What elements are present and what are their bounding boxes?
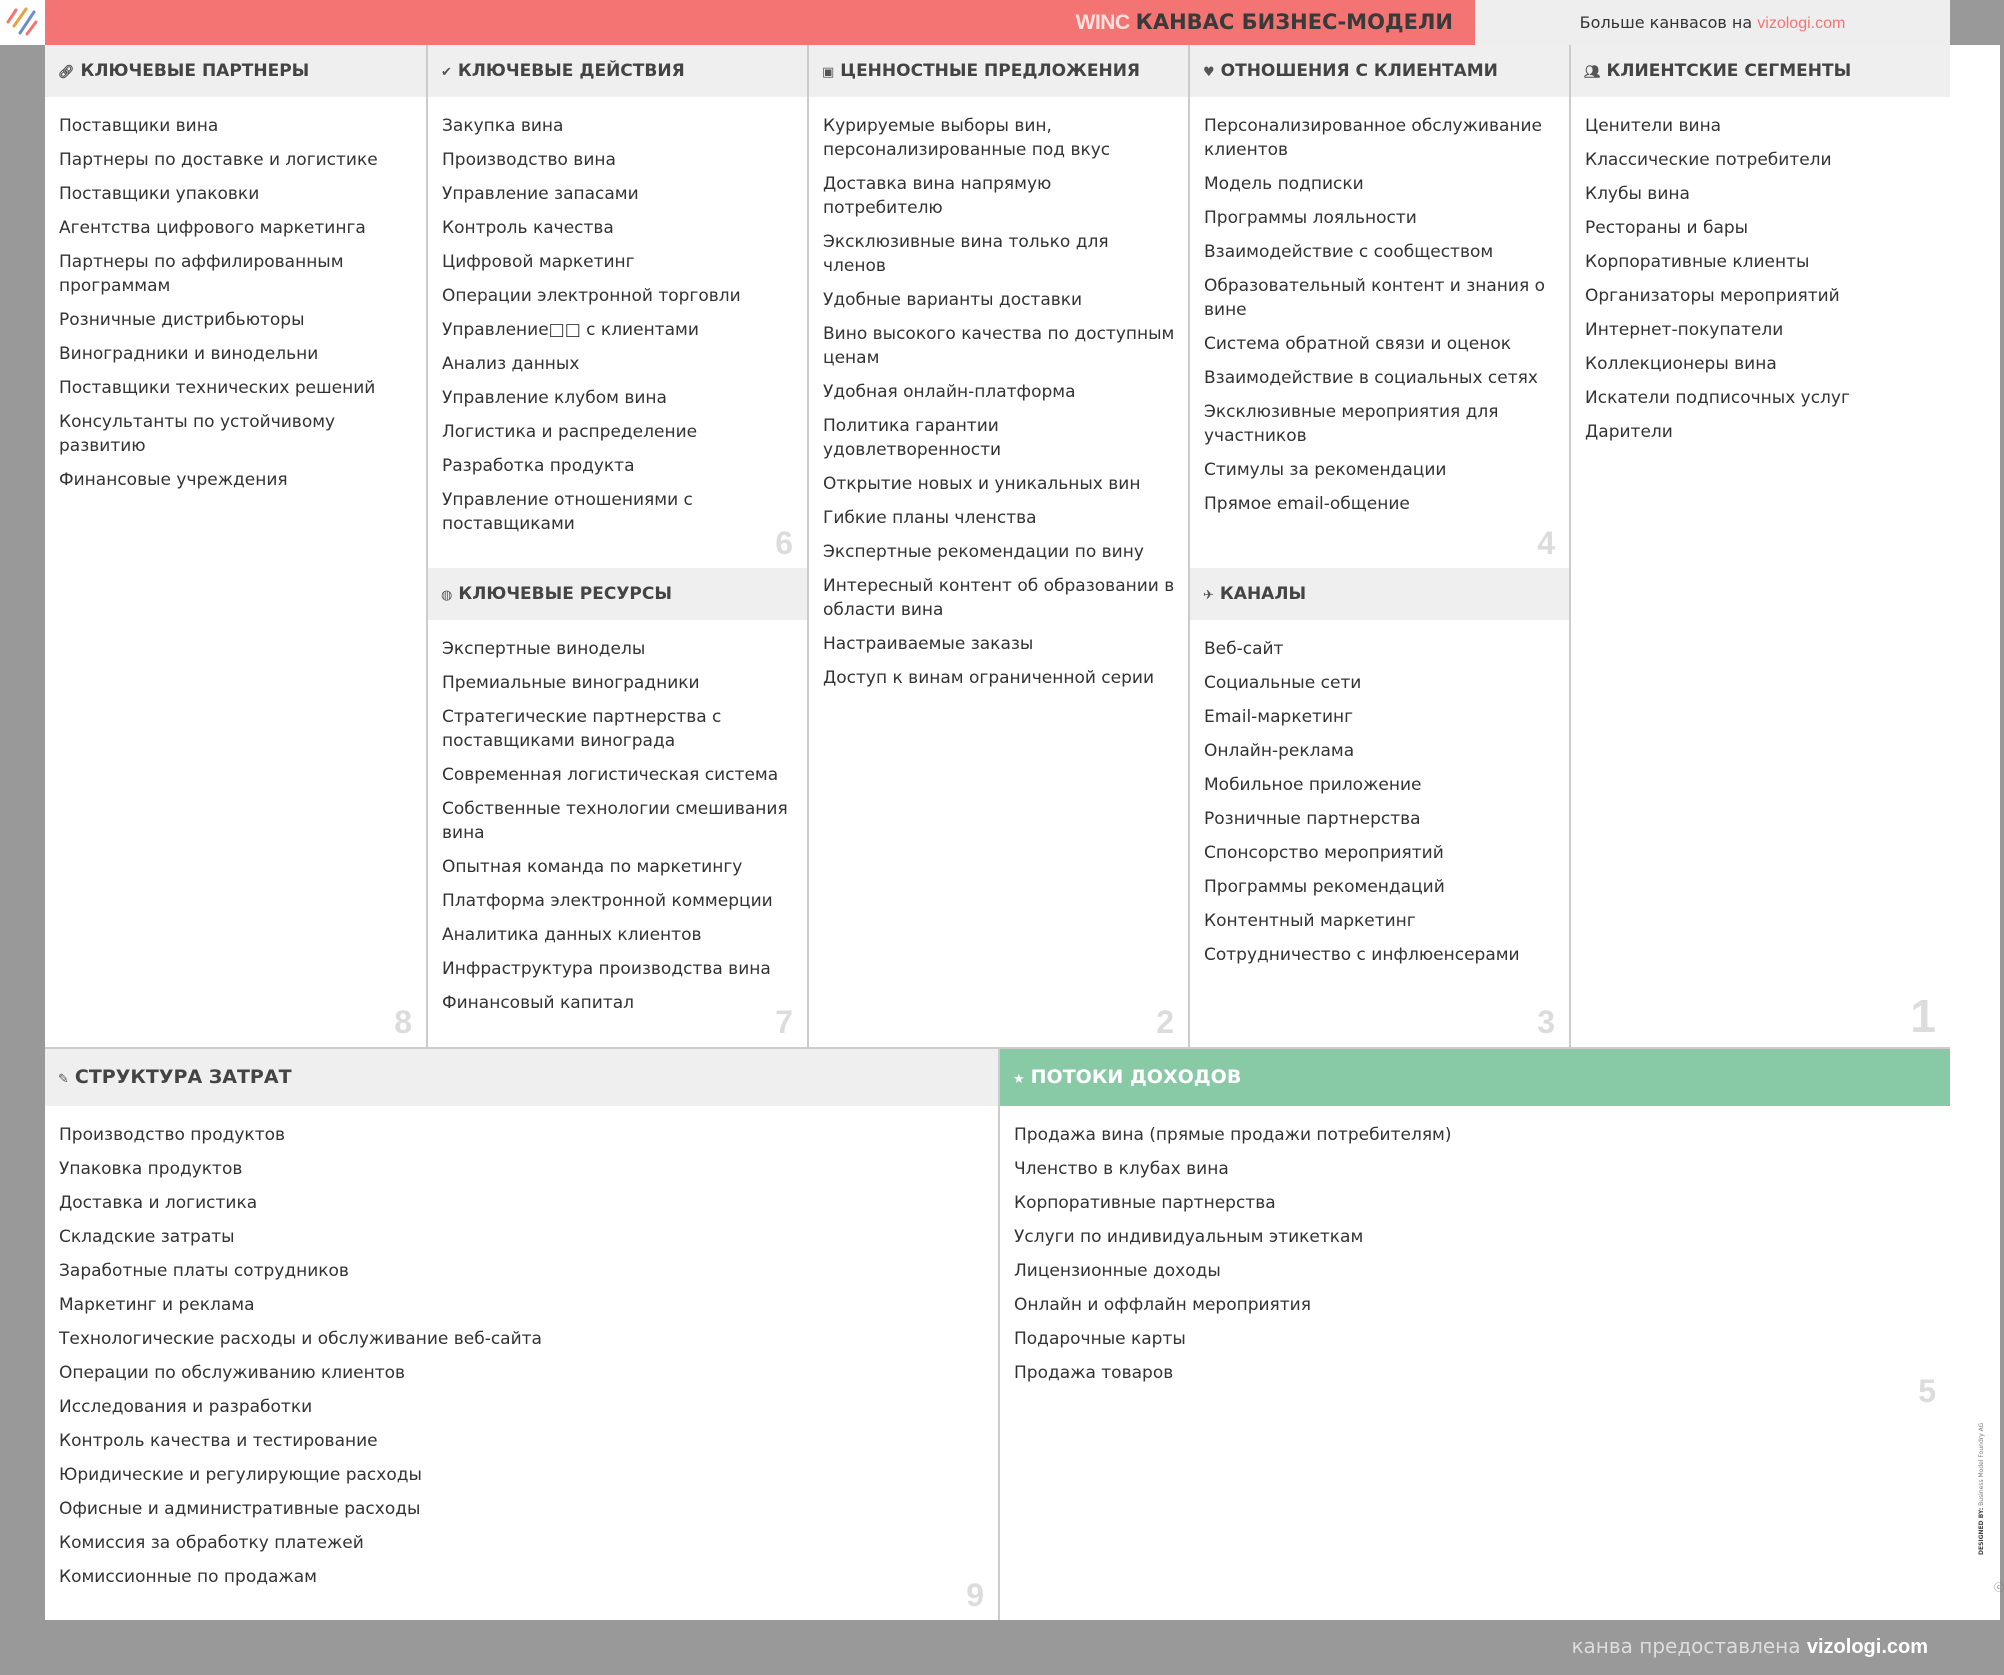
list-item: Мобильное приложение xyxy=(1204,775,1422,795)
block-number: 7 xyxy=(775,1004,793,1040)
list-item: Партнеры по доставке и логистике xyxy=(59,150,378,170)
list-item: Доставка вина напрямую потребителю xyxy=(823,174,1052,218)
list-item: Закупка вина xyxy=(442,116,564,136)
list-item: Дарители xyxy=(1585,422,1673,442)
block-number: 9 xyxy=(966,1577,984,1613)
list-item: Рестораны и бары xyxy=(1585,218,1749,238)
more-canvases-brand[interactable]: vizologi.com xyxy=(1757,15,1846,32)
list-item: Взаимодействие с сообществом xyxy=(1204,242,1494,262)
list-item: Продажа товаров xyxy=(1014,1363,1174,1383)
list-item: Поставщики вина xyxy=(59,116,219,136)
block-title: КЛЮЧЕВЫЕ ДЕЙСТВИЯ xyxy=(457,61,685,81)
block-number: 5 xyxy=(1918,1373,1936,1409)
people-icon: 👥︎ xyxy=(1584,65,1601,80)
star-icon: ★ xyxy=(1013,1072,1025,1087)
list-item: Email-маркетинг xyxy=(1204,707,1354,727)
list-item: Персонализированное обслуживание клиентов xyxy=(1204,116,1543,160)
list-item: Клубы вина xyxy=(1585,184,1690,204)
item-list xyxy=(428,620,807,1015)
block-header xyxy=(45,45,426,97)
logo-icon xyxy=(0,0,45,45)
list-item: Членство в клубах вина xyxy=(1014,1159,1229,1179)
list-item: Эксклюзивные вина только для членов xyxy=(823,232,1109,276)
list-item: Искатели подписочных услуг xyxy=(1585,388,1850,408)
block-cost-structure xyxy=(45,1047,998,1620)
designed-by-name: Business Model Foundry AG xyxy=(1978,1422,1985,1506)
block-key-partners xyxy=(45,45,426,1047)
designed-by-label: DESIGNED BY: xyxy=(1978,1507,1985,1555)
plane-icon: ✈ xyxy=(1203,588,1214,603)
block-number: 2 xyxy=(1156,1004,1174,1040)
list-item: Классические потребители xyxy=(1585,150,1832,170)
block-customer-relationships xyxy=(1188,45,1569,568)
footer-brand[interactable]: vizologi.com xyxy=(1806,1636,1928,1658)
list-item: Политика гарантии удовлетворенности xyxy=(823,416,1002,460)
list-item: Программы рекомендаций xyxy=(1204,877,1445,897)
list-item: Комиссионные по продажам xyxy=(59,1567,317,1587)
block-header xyxy=(1190,568,1569,620)
list-item: Производство вина xyxy=(442,150,616,170)
block-number: 3 xyxy=(1537,1004,1555,1040)
list-item: Спонсорство мероприятий xyxy=(1204,843,1444,863)
more-canvases-link[interactable] xyxy=(1475,0,1950,45)
tag-icon: ✎ xyxy=(58,1072,69,1087)
list-item: Премиальные виноградники xyxy=(442,673,700,693)
list-item: Система обратной связи и оценок xyxy=(1204,334,1511,354)
list-item: Доставка и логистика xyxy=(59,1193,258,1213)
list-item: Интернет-покупатели xyxy=(1585,320,1784,340)
cc-icon: ⓒ xyxy=(1994,1583,2004,1594)
list-item: Опытная команда по маркетингу xyxy=(442,857,743,877)
block-title: КЛИЕНТСКИЕ СЕГМЕНТЫ xyxy=(1606,61,1852,81)
list-item: Технологические расходы и обслуживание веб-сайта xyxy=(59,1329,542,1349)
block-key-activities xyxy=(426,45,807,568)
globe-icon: ◍ xyxy=(441,588,453,603)
list-item: Экспертные рекомендации по вину xyxy=(823,542,1144,562)
title-bar xyxy=(45,0,1475,45)
list-item: Открытие новых и уникальных вин xyxy=(823,474,1141,494)
list-item: Маркетинг и реклама xyxy=(59,1295,255,1315)
list-item: Операции электронной торговли xyxy=(442,286,741,306)
company-name: WINC xyxy=(1075,11,1130,34)
list-item: Виноградники и винодельни xyxy=(59,344,319,364)
list-item: Разработка продукта xyxy=(442,456,635,476)
list-item: Платформа электронной коммерции xyxy=(442,891,773,911)
block-key-resources xyxy=(426,568,807,1047)
list-item: Удобная онлайн-платформа xyxy=(823,382,1076,402)
list-item: Управление запасами xyxy=(442,184,639,204)
block-header xyxy=(45,1049,998,1106)
list-item: Организаторы мероприятий xyxy=(1585,286,1840,306)
list-item: Настраиваемые заказы xyxy=(823,634,1034,654)
item-list xyxy=(428,97,807,536)
block-header xyxy=(1571,45,1950,97)
footer-credit xyxy=(1571,1634,1928,1659)
block-header xyxy=(1190,45,1569,97)
page-title xyxy=(1076,0,1453,45)
license-icons xyxy=(1994,1580,2004,1598)
block-title: ПОТОКИ ДОХОДОВ xyxy=(1030,1066,1242,1088)
block-channels xyxy=(1188,568,1569,1047)
list-item: Контроль качества xyxy=(442,218,614,238)
list-item: Исследования и разработки xyxy=(59,1397,313,1417)
list-item: Комиссия за обработку платежей xyxy=(59,1533,364,1553)
link-icon: 🔗︎ xyxy=(58,65,75,80)
block-title: КЛЮЧЕВЫЕ РЕСУРСЫ xyxy=(458,584,672,604)
block-title: КАНАЛЫ xyxy=(1219,584,1307,604)
list-item: Производство продуктов xyxy=(59,1125,286,1145)
list-item: Модель подписки xyxy=(1204,174,1364,194)
block-header xyxy=(428,45,807,97)
block-value-propositions xyxy=(807,45,1188,1047)
block-number: 6 xyxy=(775,525,793,561)
list-item: Ценители вина xyxy=(1585,116,1722,136)
list-item: Современная логистическая система xyxy=(442,765,779,785)
list-item: Финансовые учреждения xyxy=(59,470,288,490)
block-customer-segments xyxy=(1569,45,1950,1047)
list-item: Услуги по индивидуальным этикеткам xyxy=(1014,1227,1364,1247)
list-item: Стимулы за рекомендации xyxy=(1204,460,1447,480)
list-item: Гибкие планы членства xyxy=(823,508,1037,528)
list-item: Интересный контент об образовании в области вина xyxy=(823,576,1175,620)
block-header xyxy=(809,45,1188,97)
list-item: Контроль качества и тестирование xyxy=(59,1431,378,1451)
list-item: Аналитика данных клиентов xyxy=(442,925,702,945)
item-list xyxy=(1571,97,1950,444)
legal-strip xyxy=(1950,45,2000,1620)
list-item: Веб-сайт xyxy=(1204,639,1284,659)
list-item: Цифровой маркетинг xyxy=(442,252,635,272)
list-item: Юридические и регулирующие расходы xyxy=(59,1465,422,1485)
list-item: Анализ данных xyxy=(442,354,580,374)
list-item: Взаимодействие в социальных сетях xyxy=(1204,368,1538,388)
list-item: Социальные сети xyxy=(1204,673,1362,693)
list-item: Управление□□ с клиентами xyxy=(442,320,699,340)
list-item: Финансовый капитал xyxy=(442,993,635,1013)
list-item: Складские затраты xyxy=(59,1227,235,1247)
list-item: Агентства цифрового маркетинга xyxy=(59,218,366,238)
list-item: Онлайн-реклама xyxy=(1204,741,1355,761)
block-number: 8 xyxy=(394,1004,412,1040)
list-item: Эксклюзивные мероприятия для участников xyxy=(1204,402,1499,446)
check-icon: ✔ xyxy=(441,65,452,80)
list-item: Розничные дистрибьюторы xyxy=(59,310,305,330)
vizologi-logo[interactable] xyxy=(0,0,45,45)
item-list xyxy=(809,97,1188,690)
footer-prefix: канва предоставлена xyxy=(1571,1634,1801,1658)
list-item: Образовательный контент и знания о вине xyxy=(1204,276,1545,320)
list-item: Экспертные виноделы xyxy=(442,639,646,659)
legal-text xyxy=(1978,1295,1985,1555)
list-item: Поставщики упаковки xyxy=(59,184,260,204)
item-list xyxy=(45,1106,998,1589)
list-item: Корпоративные клиенты xyxy=(1585,252,1810,272)
list-item: Заработные платы сотрудников xyxy=(59,1261,349,1281)
item-list xyxy=(45,97,426,492)
list-item: Управление клубом вина xyxy=(442,388,667,408)
list-item: Консультанты по устойчивому развитию xyxy=(59,412,336,456)
block-title: ЦЕННОСТНЫЕ ПРЕДЛОЖЕНИЯ xyxy=(840,61,1141,81)
list-item: Корпоративные партнерства xyxy=(1014,1193,1276,1213)
list-item: Логистика и распределение xyxy=(442,422,698,442)
list-item: Офисные и административные расходы xyxy=(59,1499,421,1519)
list-item: Онлайн и оффлайн мероприятия xyxy=(1014,1295,1311,1315)
block-number: 1 xyxy=(1910,990,1936,1042)
block-title: КЛЮЧЕВЫЕ ПАРТНЕРЫ xyxy=(80,61,310,81)
block-header xyxy=(1000,1049,1950,1106)
item-list xyxy=(1190,97,1569,516)
list-item: Сотрудничество с инфлюенсерами xyxy=(1204,945,1520,965)
list-item: Упаковка продуктов xyxy=(59,1159,243,1179)
list-item: Контентный маркетинг xyxy=(1204,911,1416,931)
list-item: Лицензионные доходы xyxy=(1014,1261,1221,1281)
list-item: Инфраструктура производства вина xyxy=(442,959,771,979)
gift-icon: ▣ xyxy=(822,65,835,80)
list-item: Стратегические партнерства с поставщиками винограда xyxy=(442,707,722,751)
canvas-title: КАНВАС БИЗНЕС-МОДЕЛИ xyxy=(1135,10,1453,34)
list-item: Собственные технологии смешивания вина xyxy=(442,799,788,843)
list-item: Подарочные карты xyxy=(1014,1329,1186,1349)
list-item: Вино высокого качества по доступным ценам xyxy=(823,324,1175,368)
list-item: Доступ к винам ограниченной серии xyxy=(823,668,1154,688)
block-revenue-streams xyxy=(998,1047,1950,1620)
list-item: Программы лояльности xyxy=(1204,208,1417,228)
block-number: 4 xyxy=(1537,525,1555,561)
item-list xyxy=(1000,1106,1950,1385)
list-item: Коллекционеры вина xyxy=(1585,354,1777,374)
list-item: Управление отношениями с поставщиками xyxy=(442,490,693,534)
list-item: Курируемые выборы вин, персонализированные под вкус xyxy=(823,116,1111,160)
list-item: Прямое email-общение xyxy=(1204,494,1410,514)
block-header xyxy=(428,568,807,620)
list-item: Розничные партнерства xyxy=(1204,809,1421,829)
block-title: ОТНОШЕНИЯ С КЛИЕНТАМИ xyxy=(1220,61,1498,81)
list-item: Поставщики технических решений xyxy=(59,378,376,398)
list-item: Операции по обслуживанию клиентов xyxy=(59,1363,406,1383)
business-model-canvas xyxy=(45,45,1950,1620)
more-canvases-text: Больше канвасов на xyxy=(1579,13,1753,32)
item-list xyxy=(1190,620,1569,967)
list-item: Удобные варианты доставки xyxy=(823,290,1083,310)
list-item: Продажа вина (прямые продажи потребителям) xyxy=(1014,1125,1452,1145)
list-item: Партнеры по аффилированным программам xyxy=(59,252,344,296)
block-title: СТРУКТУРА ЗАТРАТ xyxy=(74,1066,292,1088)
heart-icon: ♥ xyxy=(1203,65,1215,80)
